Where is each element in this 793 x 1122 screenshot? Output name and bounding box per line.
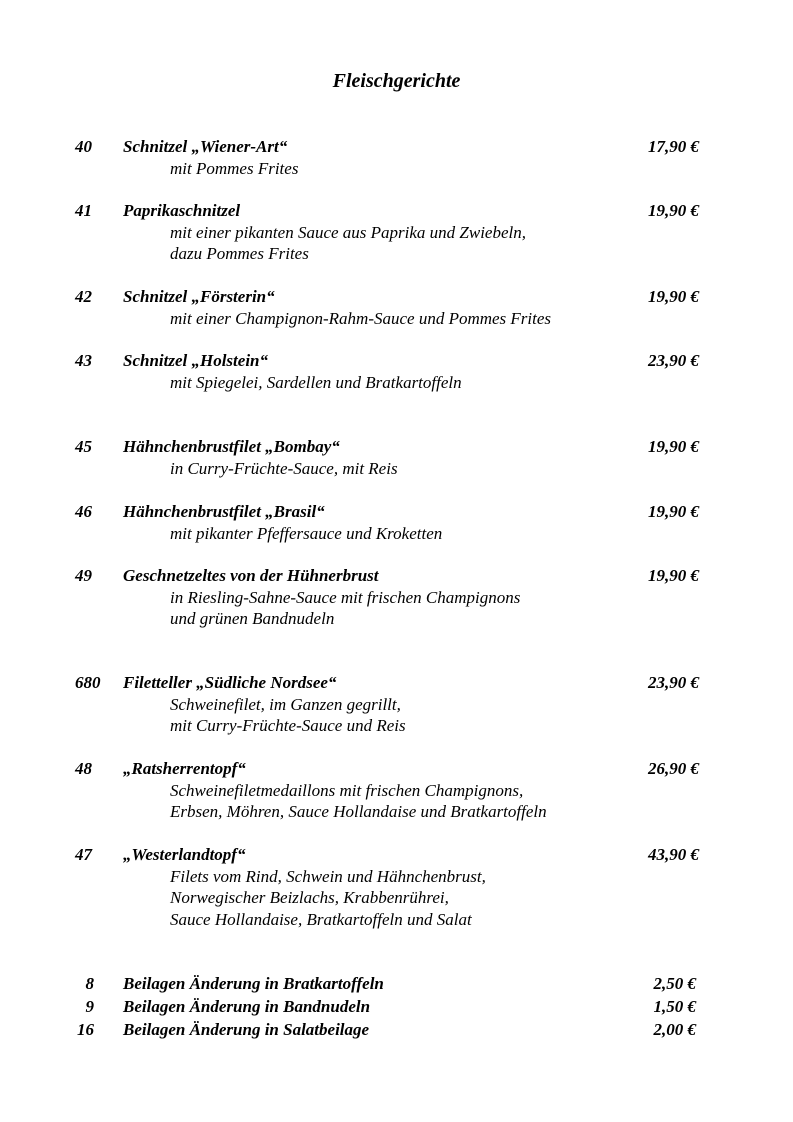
menu-item	[0, 501, 793, 544]
item-number: 49	[75, 566, 92, 585]
side-price: 2,00 €	[653, 1020, 696, 1039]
item-description: mit Spiegelei, Sardellen und Bratkartoffeln	[170, 372, 462, 392]
item-number: 40	[75, 137, 92, 156]
item-name: Filetteller „Südliche Nordsee“	[123, 673, 337, 692]
page-title: Fleischgerichte	[332, 70, 461, 92]
menu-item	[0, 436, 793, 479]
menu-item	[0, 758, 793, 823]
item-number: 47	[75, 845, 92, 864]
item-price: 17,90 €	[648, 137, 699, 156]
menu-item	[0, 136, 793, 179]
item-price: 26,90 €	[648, 759, 699, 778]
item-description: Schweinefilet, im Ganzen gegrillt,	[170, 694, 401, 714]
item-description: mit Pommes Frites	[170, 158, 299, 178]
menu-item	[0, 200, 793, 265]
item-name: Geschnetzeltes von der Hühnerbrust	[123, 566, 379, 585]
side-option-row	[0, 1019, 793, 1042]
item-name: Paprikaschnitzel	[123, 201, 241, 220]
side-option-row	[0, 973, 793, 996]
item-description: Erbsen, Möhren, Sauce Hollandaise und Bratkartoffeln	[170, 802, 547, 821]
item-number: 45	[75, 437, 92, 456]
item-description: und grünen Bandnudeln	[170, 609, 335, 628]
item-number: 46	[75, 502, 92, 521]
item-name: „Westerlandtopf“	[123, 845, 246, 864]
item-name: Schnitzel „Holstein“	[123, 351, 268, 370]
item-description: mit Curry-Früchte-Sauce und Reis	[170, 716, 406, 735]
item-description: Filets vom Rind, Schwein und Hähnchenbrust,	[170, 866, 486, 886]
item-number: 42	[75, 287, 92, 306]
item-description: in Curry-Früchte-Sauce, mit Reis	[170, 458, 398, 478]
item-number: 43	[75, 351, 92, 370]
item-name: Schnitzel „Wiener-Art“	[123, 137, 288, 156]
item-description: dazu Pommes Frites	[170, 244, 309, 263]
item-description: mit einer pikanten Sauce aus Paprika und Zwiebeln,	[170, 222, 526, 242]
item-description: Schweinefiletmedaillons mit frischen Champignons,	[170, 780, 524, 800]
item-name: „Ratsherrentopf“	[123, 759, 246, 778]
item-price: 23,90 €	[648, 673, 699, 692]
side-option-row	[0, 996, 793, 1019]
side-number: 16	[77, 1020, 94, 1039]
item-price: 43,90 €	[648, 845, 699, 864]
side-number: 8	[85, 974, 94, 993]
side-name: Beilagen Änderung in Salatbeilage	[123, 1020, 370, 1039]
item-number: 41	[75, 201, 92, 220]
menu-item	[0, 350, 793, 393]
item-description: mit pikanter Pfeffersauce und Kroketten	[170, 523, 443, 543]
side-name: Beilagen Änderung in Bandnudeln	[123, 997, 371, 1016]
item-description: in Riesling-Sahne-Sauce mit frischen Champignons	[170, 587, 521, 607]
item-number: 48	[75, 759, 92, 778]
item-price: 23,90 €	[648, 351, 699, 370]
side-number: 9	[85, 997, 94, 1016]
side-name: Beilagen Änderung in Bratkartoffeln	[123, 974, 384, 993]
menu-item	[0, 565, 793, 630]
item-price: 19,90 €	[648, 502, 699, 521]
item-description: Sauce Hollandaise, Bratkartoffeln und Salat	[170, 909, 472, 929]
side-price: 2,50 €	[653, 974, 696, 993]
item-price: 19,90 €	[648, 287, 699, 306]
item-description: Norwegischer Beizlachs, Krabbenrührei,	[170, 888, 449, 907]
menu-item	[0, 286, 793, 329]
item-price: 19,90 €	[648, 201, 699, 220]
item-description: mit einer Champignon-Rahm-Sauce und Pommes Frites	[170, 308, 552, 328]
item-price: 19,90 €	[648, 566, 699, 585]
item-name: Hähnchenbrustfilet „Bombay“	[123, 437, 340, 456]
item-name: Hähnchenbrustfilet „Brasil“	[123, 502, 325, 521]
item-name: Schnitzel „Försterin“	[123, 287, 275, 306]
item-number: 680	[75, 673, 101, 692]
menu-item	[0, 844, 793, 930]
menu-item	[0, 672, 793, 737]
item-price: 19,90 €	[648, 437, 699, 456]
side-price: 1,50 €	[653, 997, 696, 1016]
